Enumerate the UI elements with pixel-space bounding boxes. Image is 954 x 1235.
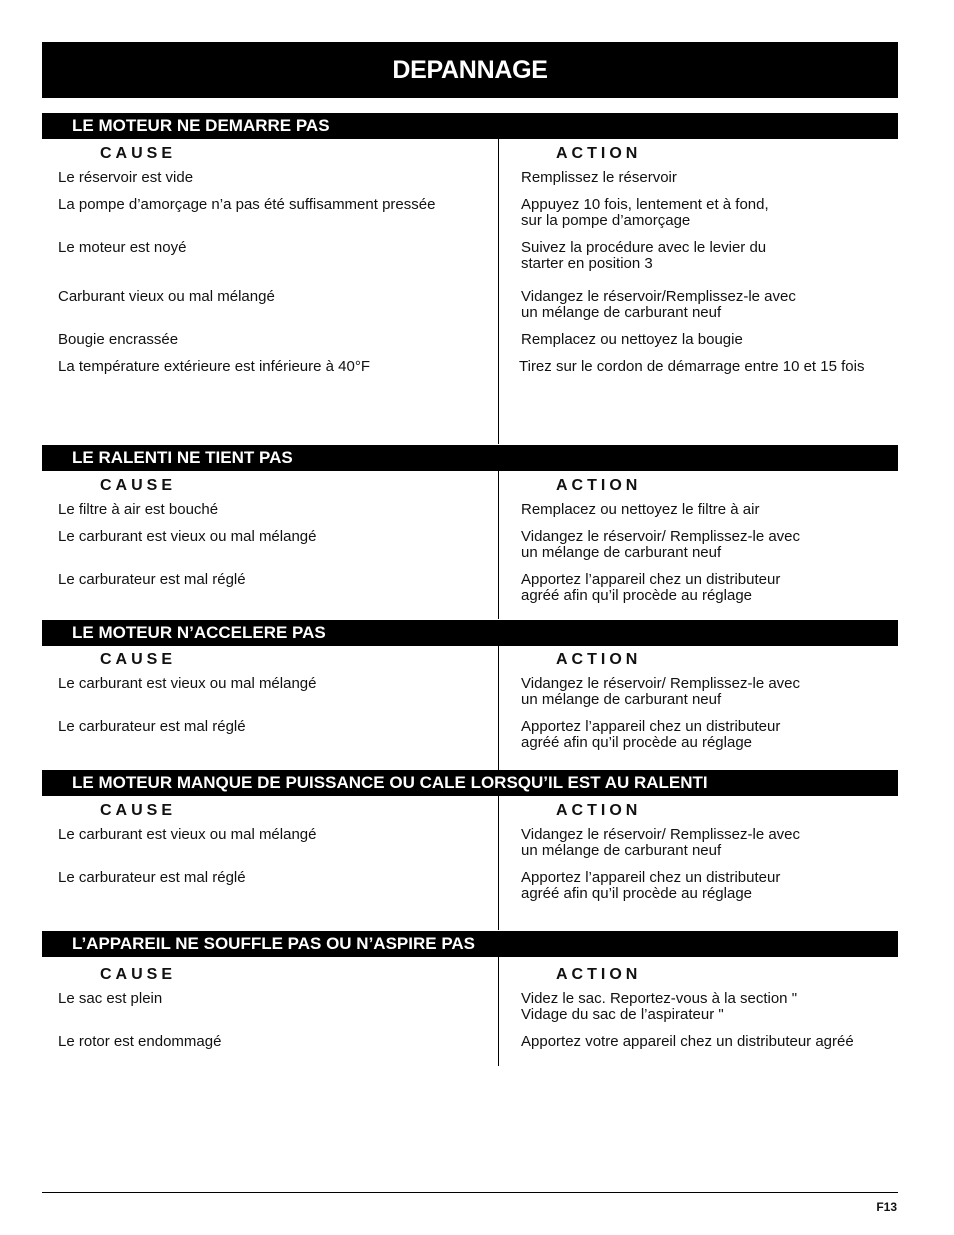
action-cell-continued: un mélange de carburant neuf <box>521 304 722 321</box>
column-divider <box>498 471 499 619</box>
action-cell: Appuyez 10 fois, lentement et à fond, <box>521 196 769 213</box>
action-cell-continued: un mélange de carburant neuf <box>521 544 722 561</box>
action-cell-continued: agréé afin qu’il procède au réglage <box>521 734 752 751</box>
cause-header: CAUSE <box>100 477 177 494</box>
action-cell-continued: un mélange de carburant neuf <box>521 842 722 859</box>
action-cell: Apportez votre appareil chez un distributeur agréé <box>521 1033 854 1050</box>
action-cell-continued: sur la pompe d’amorçage <box>521 212 691 229</box>
action-cell: Remplacez ou nettoyez le filtre à air <box>521 501 760 518</box>
cause-cell: Le réservoir est vide <box>58 169 194 186</box>
column-divider <box>498 796 499 930</box>
action-cell: Apportez l’appareil chez un distributeur <box>521 571 781 588</box>
section-heading-power-loss: LE MOTEUR MANQUE DE PUISSANCE OU CALE LORSQU’IL EST AU RALENTI <box>42 770 898 796</box>
cause-cell: Le carburant est vieux ou mal mélangé <box>58 675 317 692</box>
cause-cell: Le filtre à air est bouché <box>58 501 219 518</box>
action-cell: Tirez sur le cordon de démarrage entre 10 et 15 fois <box>519 358 865 375</box>
action-header: ACTION <box>556 477 642 494</box>
action-cell-continued: Vidage du sac de l’aspirateur " <box>521 1006 724 1023</box>
section-heading-idle: LE RALENTI NE TIENT PAS <box>42 445 898 471</box>
cause-cell: Le carburateur est mal réglé <box>58 718 246 735</box>
action-cell: Vidangez le réservoir/Remplissez-le avec <box>521 288 796 305</box>
cause-cell: Le carburateur est mal réglé <box>58 869 246 886</box>
cause-cell: Le rotor est endommagé <box>58 1033 222 1050</box>
footer-rule <box>42 1192 898 1193</box>
action-header: ACTION <box>556 802 642 819</box>
cause-cell: Le moteur est noyé <box>58 239 187 256</box>
column-divider <box>498 957 499 1066</box>
action-cell: Vidangez le réservoir/ Remplissez-le avec <box>521 528 801 545</box>
cause-header: CAUSE <box>100 966 177 983</box>
action-cell: Videz le sac. Reportez-vous à la section " <box>521 990 798 1007</box>
cause-cell: La température extérieure est inférieure à 40°F <box>58 358 370 375</box>
section-heading-no-start: LE MOTEUR NE DEMARRE PAS <box>42 113 898 139</box>
cause-cell: Carburant vieux ou mal mélangé <box>58 288 275 305</box>
cause-cell: Bougie encrassée <box>58 331 179 348</box>
cause-header: CAUSE <box>100 802 177 819</box>
action-cell-continued: agréé afin qu’il procède au réglage <box>521 885 752 902</box>
action-cell: Remplissez le réservoir <box>521 169 677 186</box>
action-header: ACTION <box>556 145 642 162</box>
action-cell-continued: starter en position 3 <box>521 255 653 272</box>
page-title: DEPANNAGE <box>42 42 898 98</box>
action-cell-continued: un mélange de carburant neuf <box>521 691 722 708</box>
page-number: F13 <box>876 1200 897 1214</box>
cause-cell: Le sac est plein <box>58 990 163 1007</box>
action-cell: Apportez l’appareil chez un distributeur <box>521 718 781 735</box>
action-cell: Vidangez le réservoir/ Remplissez-le avec <box>521 826 801 843</box>
cause-header: CAUSE <box>100 145 177 162</box>
action-header: ACTION <box>556 651 642 668</box>
action-cell: Vidangez le réservoir/ Remplissez-le avec <box>521 675 801 692</box>
column-divider <box>498 139 499 444</box>
cause-cell: Le carburateur est mal réglé <box>58 571 246 588</box>
action-cell: Apportez l’appareil chez un distributeur <box>521 869 781 886</box>
action-cell-continued: agréé afin qu’il procède au réglage <box>521 587 752 604</box>
cause-cell: Le carburant est vieux ou mal mélangé <box>58 826 317 843</box>
column-divider <box>498 646 499 770</box>
action-header: ACTION <box>556 966 642 983</box>
cause-header: CAUSE <box>100 651 177 668</box>
cause-cell: La pompe d’amorçage n’a pas été suffisamment pressée <box>58 196 436 213</box>
action-cell: Suivez la procédure avec le levier du <box>521 239 767 256</box>
section-heading-no-blow: L’APPAREIL NE SOUFFLE PAS OU N’ASPIRE PAS <box>42 931 898 957</box>
action-cell: Remplacez ou nettoyez la bougie <box>521 331 743 348</box>
cause-cell: Le carburant est vieux ou mal mélangé <box>58 528 317 545</box>
section-heading-no-accelerate: LE MOTEUR N’ACCELERE PAS <box>42 620 898 646</box>
